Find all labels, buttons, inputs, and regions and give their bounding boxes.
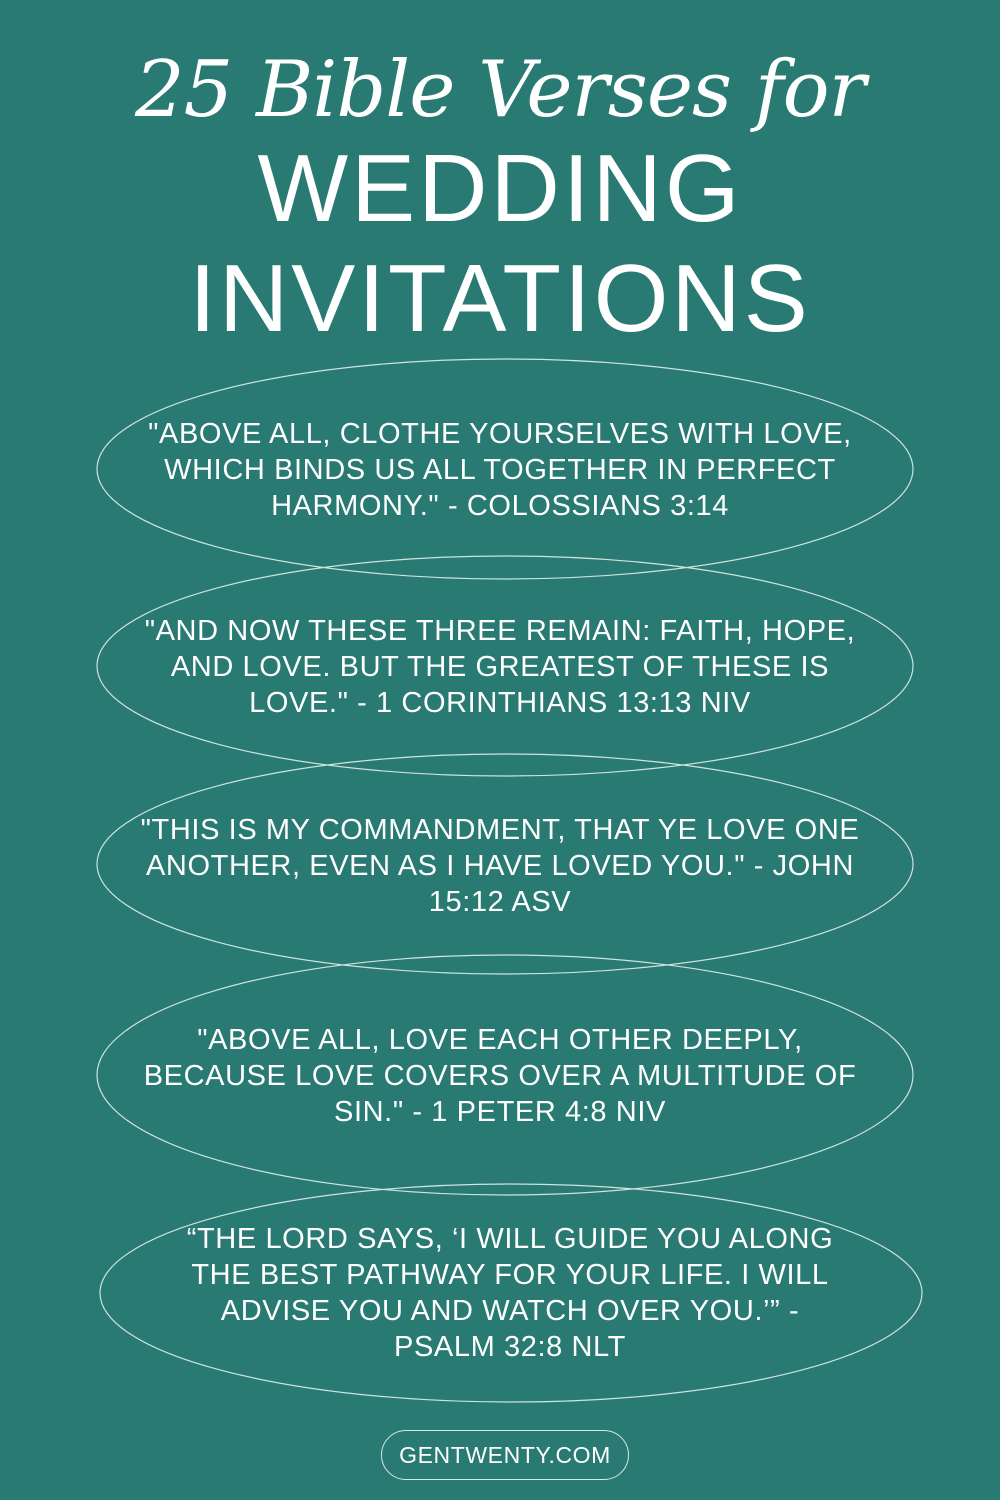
title-line-script: 25 Bible Verses for — [135, 45, 865, 135]
verse-1: "ABOVE ALL, CLOTHE YOURSELVES WITH LOVE, WHICH BINDS US ALL TOGETHER IN PERFECT HARMONY." - COLOSSIANS 3:14 — [148, 418, 852, 522]
website-link[interactable]: GENTWENTY.COM — [381, 1430, 629, 1480]
title-line-invitations: INVITATIONS — [189, 245, 811, 352]
verse-5: “THE LORD SAYS, ‘I WILL GUIDE YOU ALONG THE BEST PATHWAY FOR YOUR LIFE. I WILL ADVISE YOU AND WATCH OVER YOU.’” - PSALM 32:8 NLT — [186, 1223, 834, 1363]
verse-3: "THIS IS MY COMMANDMENT, THAT YE LOVE ONE ANOTHER, EVEN AS I HAVE LOVED YOU." - JOHN 15:12 ASV — [140, 814, 860, 918]
title-line-wedding: WEDDING — [257, 135, 743, 242]
verse-2: "AND NOW THESE THREE REMAIN: FAITH, HOPE, AND LOVE. BUT THE GREATEST OF THESE IS LOVE." - 1 CORINTHIANS 13:13 NIV — [144, 615, 856, 719]
verse-4: "ABOVE ALL, LOVE EACH OTHER DEEPLY, BECAUSE LOVE COVERS OVER A MULTITUDE OF SIN." - 1 PETER 4:8 NIV — [143, 1024, 857, 1128]
